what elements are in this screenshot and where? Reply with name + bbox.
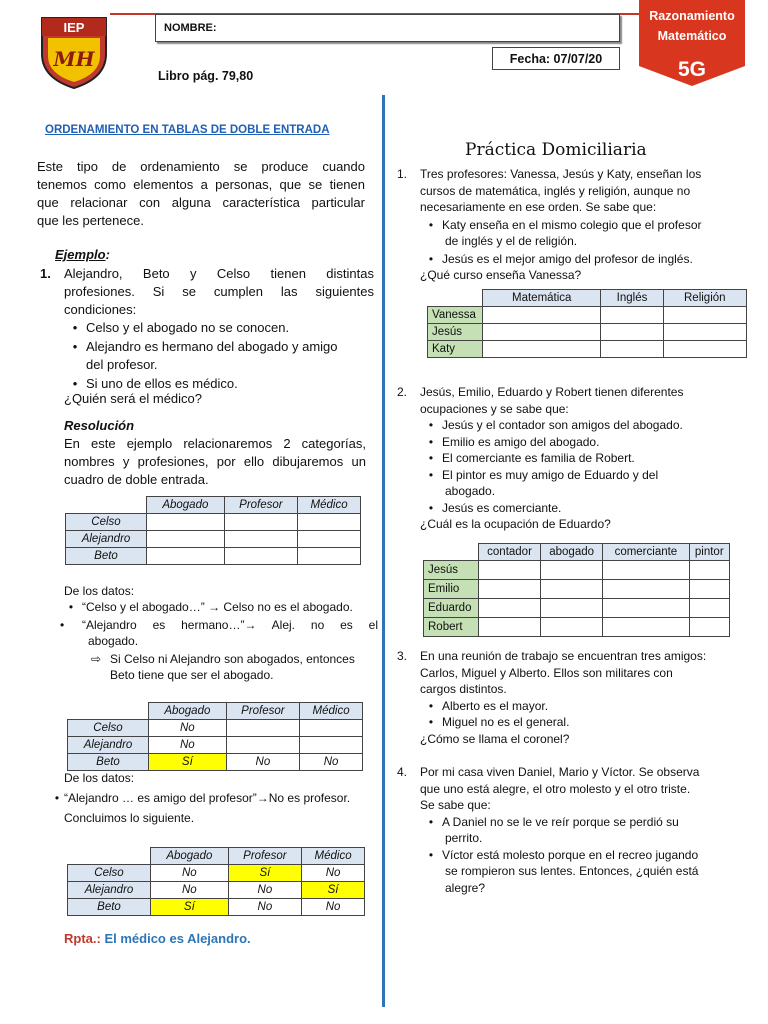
table-cell: [541, 599, 603, 618]
table-cell: contador: [479, 544, 541, 561]
problem-1-table: [427, 289, 747, 358]
data-heading-2: De los datos:: [64, 771, 135, 785]
problem-3-number: 3.: [397, 649, 408, 663]
table-cell: Abogado: [149, 703, 227, 720]
resolution-label: Resolución: [64, 418, 135, 433]
resolution-text: En este ejemplo relacionaremos 2 categorías, nombres y profesiones, por ello dibujaremos un cuadro de doble entrada.: [64, 436, 366, 487]
table-cell: [541, 580, 603, 599]
name-field[interactable]: [155, 14, 620, 42]
table-cell: Abogado: [151, 848, 229, 865]
table-cell: Inglés: [601, 290, 663, 307]
table-cell: Celso: [66, 514, 147, 531]
table-cell: [603, 561, 689, 580]
table-cell: [483, 324, 601, 341]
table-cell: Robert: [424, 618, 479, 637]
table-cell: [603, 618, 689, 637]
table-cell: Alejandro: [68, 737, 149, 754]
table-cell: [663, 307, 746, 324]
table-cell: No: [149, 720, 227, 737]
problem-2: Jesús, Emilio, Eduardo y Robert tienen diferentes ocupaciones y se sabe que: • Jesús y el contador son amigos del abogado. • Emilio es amigo del abogado. • El comerciante es familia de Robert. • El pintor es muy amigo de Eduardo y del abogado. • Jesús es comerciante. ¿Cuál es la ocupación de Eduardo?: [420, 385, 684, 531]
table-cell: [601, 307, 663, 324]
table-cell: [689, 561, 729, 580]
table-cell: [689, 618, 729, 637]
table-cell: [479, 561, 541, 580]
table-cell: [663, 324, 746, 341]
table-cell: [68, 848, 151, 865]
table-cell: Profesor: [228, 848, 301, 865]
table-cell: [66, 497, 147, 514]
table-cell: Celso: [68, 720, 149, 737]
school-logo: [38, 14, 110, 90]
table-cell: [226, 720, 299, 737]
table-cell: [601, 341, 663, 358]
table-cell: Beto: [68, 899, 151, 916]
table-cell: No: [300, 754, 363, 771]
table-cell: No: [228, 882, 301, 899]
example-label: Ejemplo:: [55, 247, 110, 262]
example-table-final: [67, 847, 365, 916]
table-cell: No: [302, 865, 365, 882]
table-cell: No: [149, 737, 227, 754]
date-box: Fecha: 07/07/20: [492, 47, 620, 70]
example-conditions: • Celso y el abogado no se conocen. • Alejandro es hermano del abogado y amigo del profesor. • Si uno de ellos es médico.: [72, 320, 338, 391]
table-cell: [300, 737, 363, 754]
table-cell: [479, 618, 541, 637]
column-divider: [382, 95, 385, 1007]
table-cell: [224, 531, 297, 548]
example-table-step2: [67, 702, 363, 771]
table-cell: Jesús: [424, 561, 479, 580]
table-cell: Alejandro: [68, 882, 151, 899]
table-cell: No: [228, 899, 301, 916]
answer: Rpta.: El médico es Alejandro.: [64, 931, 251, 946]
problem-4: Por mi casa viven Daniel, Mario y Víctor. Se observa que uno está alegre, el otro molesto y el otro triste. Se sabe que: • A Daniel no se le ve reír porque se perdió su perrito. • Víctor está molesto porque en el recreo jugando se rompieron sus lentes. Entonces, ¿quién está alegre?: [420, 765, 700, 895]
logo-text: IEP: [63, 20, 85, 35]
table-cell: Vanessa: [428, 307, 483, 324]
badge-title: Razonamiento Matemático: [649, 9, 735, 43]
table-cell: abogado: [541, 544, 603, 561]
table-cell: [541, 561, 603, 580]
logo-letters: MH: [53, 47, 95, 71]
table-cell: [603, 580, 689, 599]
table-cell: [147, 548, 225, 565]
table-cell: Religión: [663, 290, 746, 307]
table-cell: Médico: [298, 497, 361, 514]
book-pages: Libro pág. 79,80: [158, 69, 254, 83]
table-cell: Katy: [428, 341, 483, 358]
problem-2-table: [423, 543, 730, 637]
table-cell: [226, 737, 299, 754]
example-question: ¿Quién será el médico?: [64, 391, 203, 406]
example-statement: Alejandro, Beto y Celso tienen distintas profesiones. Si se cumplen las siguientes condiciones:: [64, 266, 374, 317]
problem-2-number: 2.: [397, 385, 408, 399]
data-heading-1: De los datos:: [64, 584, 135, 598]
table-cell: Sí: [302, 882, 365, 899]
table-cell: Médico: [300, 703, 363, 720]
table-cell: Beto: [68, 754, 149, 771]
table-cell: [483, 341, 601, 358]
table-cell: [298, 531, 361, 548]
table-cell: Sí: [149, 754, 227, 771]
table-cell: No: [151, 865, 229, 882]
table-cell: [689, 599, 729, 618]
table-cell: [298, 548, 361, 565]
table-cell: Sí: [151, 899, 229, 916]
table-cell: [483, 307, 601, 324]
table-cell: [479, 580, 541, 599]
table-cell: Abogado: [147, 497, 225, 514]
table-cell: [424, 544, 479, 561]
table-cell: Beto: [66, 548, 147, 565]
table-cell: [663, 341, 746, 358]
problem-1: Tres profesores: Vanessa, Jesús y Katy, enseñan los cursos de matemática, inglés y religión, aunque no necesariamente en ese orden. Se sabe que: • Katy enseña en el mismo colegio que el profesor de inglés y el de religión. • Jesús es el mejor amigo del profesor de inglés. ¿Qué curso enseña Vanessa?: [420, 167, 702, 282]
name-label: NOMBRE:: [164, 22, 217, 34]
data-list-1: • “Celso y el abogado…” → Celso no es el abogado. • “Alejandro es hermano…”→ Alej. no es el abogado. ⇨ Si Celso ni Alejandro son abogados, entonces Beto tiene que ser el abogado.: [60, 600, 378, 682]
table-cell: [601, 324, 663, 341]
table-cell: [300, 720, 363, 737]
table-cell: [224, 514, 297, 531]
table-cell: [689, 580, 729, 599]
table-cell: [147, 531, 225, 548]
table-cell: Profesor: [224, 497, 297, 514]
table-cell: [541, 618, 603, 637]
table-cell: Profesor: [226, 703, 299, 720]
table-cell: No: [151, 882, 229, 899]
table-cell: [68, 703, 149, 720]
table-cell: [428, 290, 483, 307]
practice-title: Práctica Domiciliaria: [465, 140, 647, 160]
arrow-icon: ⇨: [90, 651, 102, 666]
table-cell: Eduardo: [424, 599, 479, 618]
table-cell: [224, 548, 297, 565]
table-cell: Celso: [68, 865, 151, 882]
problem-1-number: 1.: [397, 167, 408, 181]
section-title: ORDENAMIENTO EN TABLAS DE DOBLE ENTRADA: [45, 124, 330, 136]
example-number: 1.: [40, 266, 51, 281]
conclusion-line: Concluimos lo siguiente.: [64, 811, 195, 825]
table-cell: No: [226, 754, 299, 771]
table-cell: [147, 514, 225, 531]
data-list-2: • “Alejandro … es amigo del profesor”→No es profesor.: [54, 791, 351, 805]
table-cell: Médico: [302, 848, 365, 865]
problem-3: En una reunión de trabajo se encuentran tres amigos: Carlos, Miguel y Alberto. Ellos son militares con cargos distintos. • Alberto es el mayor. • Miguel no es el general. ¿Cómo se llama el coronel?: [420, 649, 707, 746]
table-cell: Jesús: [428, 324, 483, 341]
table-cell: Emilio: [424, 580, 479, 599]
table-cell: Sí: [228, 865, 301, 882]
table-cell: pintor: [689, 544, 729, 561]
intro-paragraph: Este tipo de ordenamiento se produce cuando tenemos como elementos a personas, que se tienen que relacionar con alguna característica particular que les pertenece.: [37, 159, 365, 228]
table-cell: [479, 599, 541, 618]
table-cell: Alejandro: [66, 531, 147, 548]
table-cell: [298, 514, 361, 531]
problem-4-number: 4.: [397, 765, 408, 779]
badge-grade: 5G: [677, 58, 706, 81]
table-cell: Matemática: [483, 290, 601, 307]
table-cell: No: [302, 899, 365, 916]
table-cell: comerciante: [603, 544, 689, 561]
example-table-empty: [65, 496, 361, 565]
table-cell: [603, 599, 689, 618]
subject-badge: [639, 0, 745, 86]
